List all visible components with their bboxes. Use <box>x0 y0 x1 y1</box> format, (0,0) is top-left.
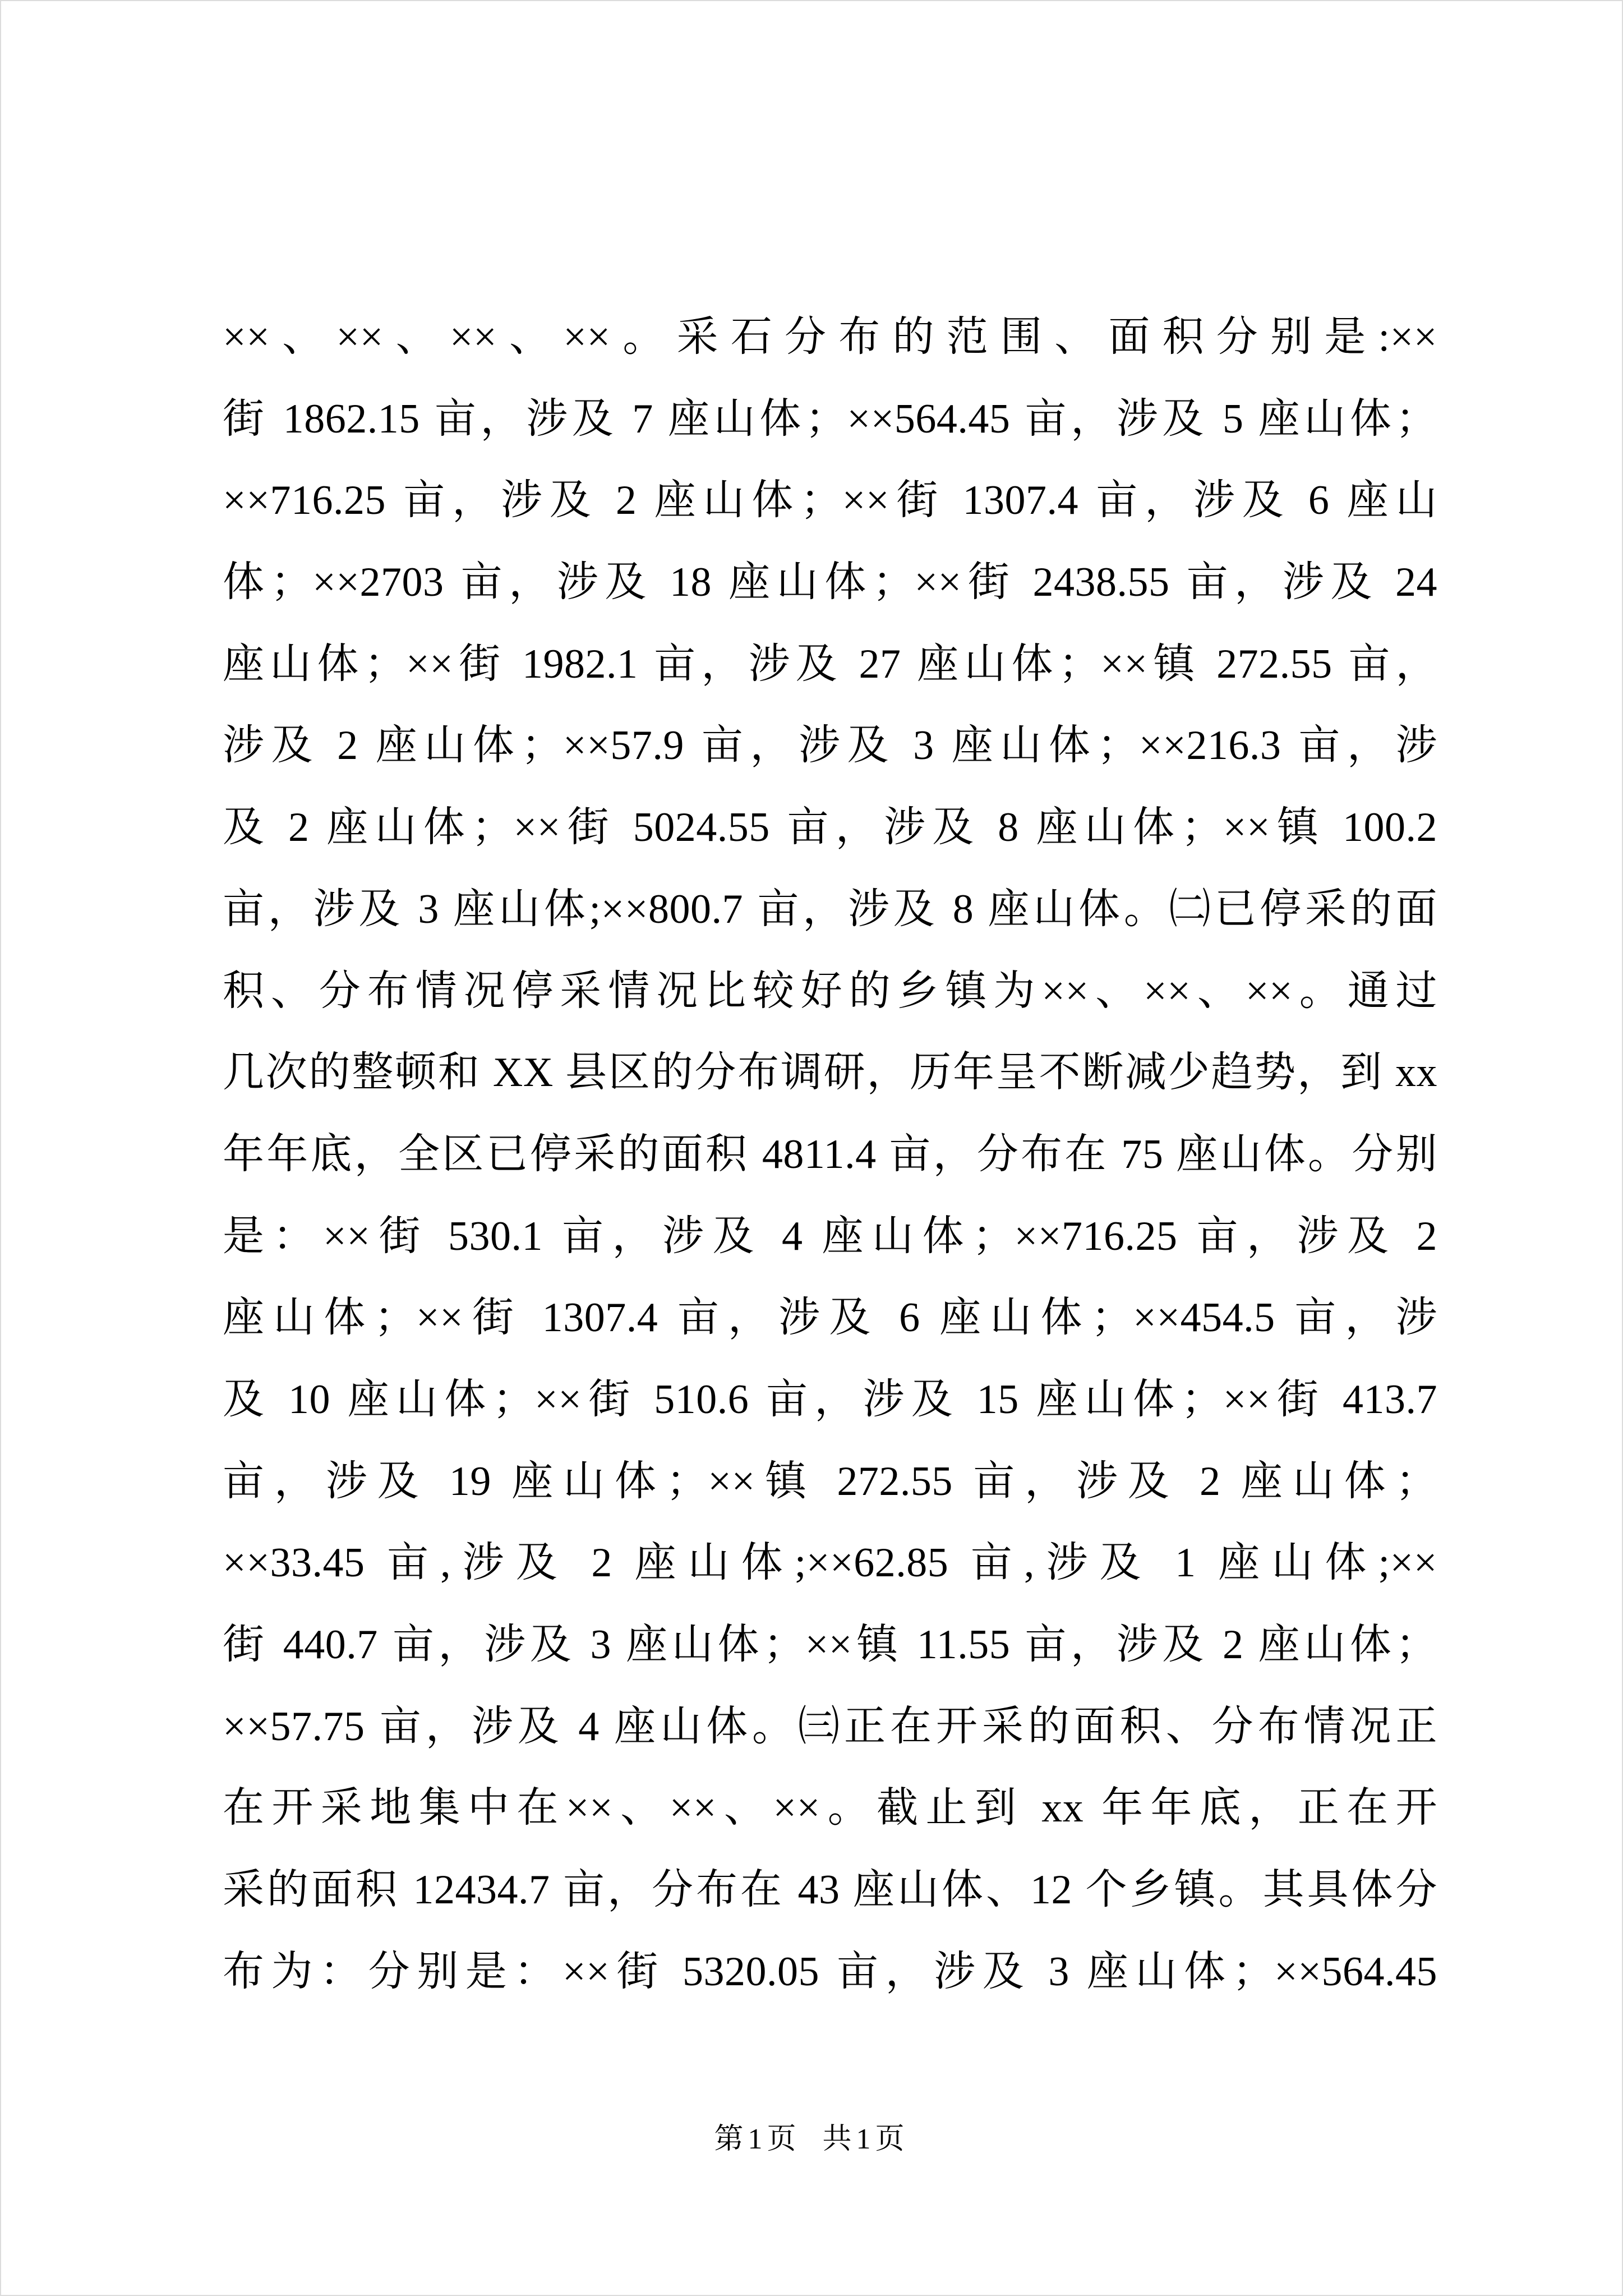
text-line: 布为：分别是：××街 5320.05 亩，涉及 3 座山体；××564.45 <box>223 1948 1437 1995</box>
text-line: ××57.75 亩，涉及 4 座山体。㈢正在开采的面积、分布情况正 <box>223 1703 1437 1750</box>
text-line: 座山体；××街 1307.4 亩，涉及 6 座山体；××454.5 亩，涉 <box>223 1295 1437 1341</box>
text-line: 在开采地集中在××、××、××。截止到 xx 年年底，正在开 <box>223 1785 1437 1832</box>
text-line: 亩，涉及 19 座山体；××镇 272.55 亩，涉及 2 座山体； <box>223 1458 1437 1504</box>
text-line: 年年底，全区已停采的面积 4811.4 亩，分布在 75 座山体。分别 <box>223 1131 1437 1177</box>
text-line: 街 440.7 亩，涉及 3 座山体；××镇 11.55 亩，涉及 2 座山体； <box>223 1622 1437 1668</box>
text-line: ××33.45 亩,涉及 2 座山体;××62.85 亩,涉及 1 座山体;×× <box>223 1540 1437 1586</box>
text-line: 涉及 2 座山体；××57.9 亩，涉及 3 座山体；××216.3 亩，涉 <box>223 723 1437 769</box>
text-line: 街 1862.15 亩，涉及 7 座山体；××564.45 亩，涉及 5 座山体； <box>223 395 1437 442</box>
page-footer <box>1 2122 1622 2157</box>
text-line: 及 2 座山体；××街 5024.55 亩，涉及 8 座山体；××镇 100.2 <box>223 804 1437 851</box>
text-line: 几次的整顿和 XX 县区的分布调研，历年呈不断减少趋势，到 xx <box>223 1050 1437 1096</box>
page-number-label: 第1页 共1页 <box>714 2123 909 2155</box>
text-line: 积、分布情况停采情况比较好的乡镇为××、××、××。通过 <box>223 968 1437 1014</box>
document-body-text <box>223 297 1437 2013</box>
text-line: ××716.25 亩，涉及 2 座山体；××街 1307.4 亩，涉及 6 座山 <box>223 477 1437 524</box>
text-line: ××、××、××、××。采石分布的范围、面积分别是:×× <box>223 314 1437 360</box>
text-line: 及 10 座山体；××街 510.6 亩，涉及 15 座山体；××街 413.7 <box>223 1376 1437 1423</box>
text-line: 体；××2703 亩，涉及 18 座山体；××街 2438.55 亩，涉及 24 <box>223 559 1437 606</box>
text-line: 采的面积 12434.7 亩，分布在 43 座山体、12 个乡镇。其具体分 <box>223 1867 1437 1913</box>
text-line: 是：××街 530.1 亩，涉及 4 座山体；××716.25 亩，涉及 2 <box>223 1213 1437 1259</box>
text-line: 亩，涉及 3 座山体;××800.7 亩，涉及 8 座山体。㈡已停采的面 <box>223 886 1437 932</box>
text-line: 座山体；××街 1982.1 亩，涉及 27 座山体；××镇 272.55 亩， <box>223 641 1437 687</box>
